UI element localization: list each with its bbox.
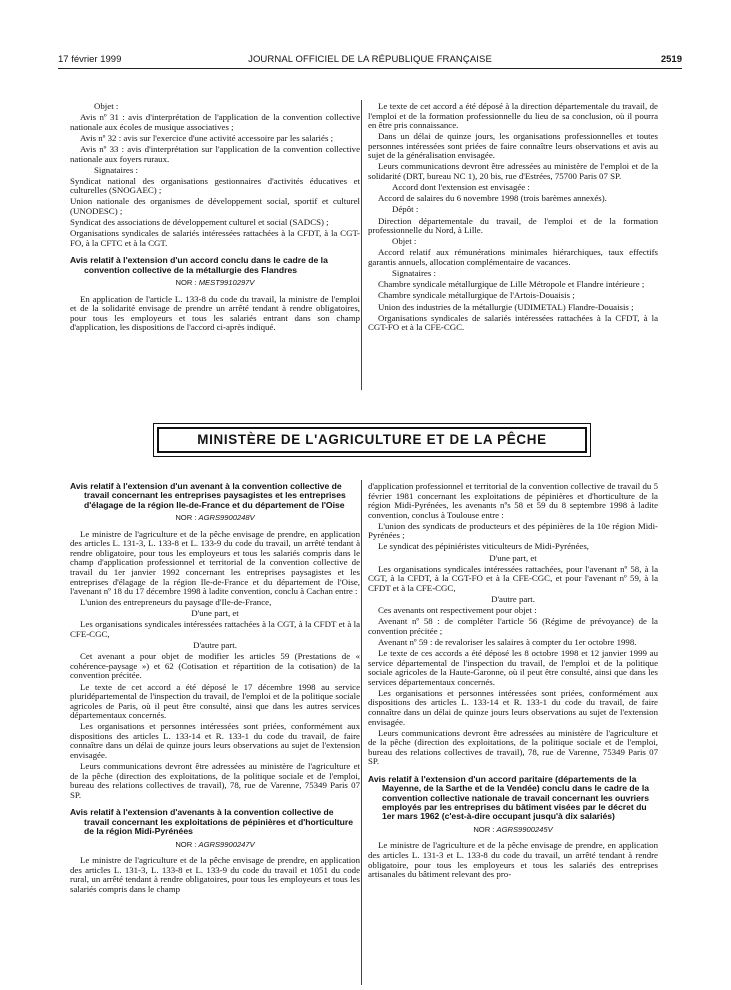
paragraph: Les organisations et personnes intéressées sont priées, conformément aux dispositions des articles L. 133-14 et R. 133-1 du code du travail, de faire connaître dans un délai de quinze jours leurs observations au sujet de l'extension envisagée. [70,721,360,760]
paragraph: Leurs communications devront être adressées au ministère de l'agriculture et de la pêche (direction des exploitations, de la politique sociale et de l'emploi, bureau des relations collectives de travail), 78, rue de Varenne, 75349 Paris 07 SP. [368,727,658,767]
column-divider-top [361,100,362,390]
column-divider-bottom [361,480,362,985]
signataire-item: Organisations syndicales de salariés intéressées rattachées à la CFDT, à la CGT-FO, à la CFTC et à la CGT. [70,228,360,248]
paragraph: Leurs communications devront être adressées au ministère de l'agriculture et de la pêche (direction des exploitations, de la politique sociale et de l'emploi, bureau des relations collectives de travail), 78, rue de Varenne, 75349 Paris 07 SP. [70,761,360,800]
objet-item: Avis nº 31 : avis d'interprétation de l'application de la convention collective nationale aux écoles de musique associatives ; [70,112,360,132]
signataires-label: Signataires : [392,268,436,279]
paragraph: Les organisations et personnes intéressées sont priées, conformément aux dispositions des articles L. 133-14 et R. 133-1 du code du travail, de faire connaître dans un délai de quinze jours leurs observations au sujet de l'extension envisagée. [368,687,658,727]
signataire-item: Chambre syndicale métallurgique de Lille Métropole et Flandre intérieure ; [378,279,645,290]
nor-reference [70,840,360,850]
signataire-item: Syndicat des associations de développement culturel et social (SADCS) ; [70,217,329,228]
paragraph: Le syndicat des pépiniéristes viticulteurs de Midi-Pyrénées, [378,541,589,552]
signataire-item: Chambre syndicale métallurgique de l'Artois-Douaisis ; [378,290,575,301]
notice-title: Avis relatif à l'extension d'un avenant à la convention collective de travail concernant les entreprises paysagistes et les entreprises d'élagage de la région Ile-de-France et du département de l'Oise [70,481,346,510]
nor-code: AGRS9900247V [198,839,255,849]
signataire-item: Organisations syndicales de salariés intéressées rattachées à la CFDT, à la CGT-FO et à la CFE-CGC. [368,312,658,333]
depot-label: Dépôt : [392,204,419,215]
paragraph: L'union des entrepreneurs du paysage d'Ile-de-France, [80,597,272,608]
paragraph: Avenant nº 58 : de compléter l'article 56 (Régime de prévoyance) de la convention précitée ; [368,616,658,636]
nor-prefix: NOR : [175,839,199,849]
notice-paragraph: En application de l'article L. 133-8 du code du travail, la ministre de l'emploi et de la solidarité envisage de prendre un arrêté tendant à rendre obligatoires, pour tous les employeurs et tous les salariés entrant dans son champ d'application, les dispositions de l'accord ci-après indiqué. [70,293,360,333]
signataire-item: Union des industries de la métallurgie (UDIMETAL) Flandre-Douaisis ; [378,301,634,312]
objet-label: Objet : [94,101,119,111]
party-marker: D'une part, et [489,552,537,563]
column-left-top [70,102,360,335]
paragraph: Leurs communications devront être adressées au ministère de l'emploi et de la solidarité (DRT, bureau NC 1), 20 bis, rue d'Estrées, 75700 Paris 07 SP. [368,161,658,182]
nor-reference [70,278,360,288]
nor-prefix: NOR : [473,824,497,834]
paragraph: Dans un délai de quinze jours, les organisations professionnelles et toutes personnes intéressées sont priées de faire connaître leurs observations et avis au sujet de la généralisation envisagée. [368,131,658,161]
notice-title: Avis relatif à l'extension d'un accord paritaire (départements de la Mayenne, de la Sarthe et de la Vendée) conclu dans le cadre de la convention collective nationale de travail concernant les ouvriers employés par les entreprises du bâtiment visées par le décret du 1er mars 1962 (c'est-à-dire occupant jusqu'à dix salariés) [368,773,649,822]
signataires-label: Signataires : [94,164,138,175]
column-right-bottom [368,482,658,881]
notice-title: Avis relatif à l'extension d'avenants à la convention collective de travail concernant les exploitations de pépinières et d'horticulture de la région Midi-Pyrénées [70,807,353,837]
notice-title: Avis relatif à l'extension d'un accord conclu dans le cadre de la convention collective de la métallurgie des Flandres [70,255,328,275]
nor-reference [70,513,360,523]
party-marker: D'autre part. [491,593,535,604]
header-date: 17 février 1999 [58,54,122,65]
nor-code: MEST9910297V [198,278,255,288]
nor-code: AGRS9900245V [496,824,553,834]
journal-title: JOURNAL OFFICIEL DE LA RÉPUBLIQUE FRANÇAISE [248,54,492,65]
objet-item: Avis nº 33 : avis d'interprétation sur l'application de la convention collective nationale aux foyers ruraux. [70,143,360,164]
paragraph: Le texte de ces accords a été déposé les 8 octobre 1998 et 12 janvier 1999 au service départemental de l'inspection du travail, de l'emploi et de la politique sociale agricoles de la Haute-Garonne, où il peut être consulté, ainsi que dans les services départementaux concernés. [368,648,658,687]
header-rule [58,68,682,69]
objet-label: Objet : [392,236,417,247]
paragraph: Avenant nº 59 : de revaloriser les salaires à compter du 1er octobre 1998. [378,636,637,647]
column-right-top [368,102,658,334]
nor-reference [368,825,658,835]
paragraph: Le texte de cet accord a été déposé le 17 décembre 1998 au service pluridépartemental de l'inspection du travail, de l'emploi et de la politique sociale agricoles de Paris, où il peut être consulté, ainsi que dans les autres services départementaux concernés. [70,681,360,721]
nor-prefix: NOR : [175,278,199,288]
objet-item: Avis nº 32 : avis sur l'exercice d'une activité accessoire par les salariés ; [80,132,334,143]
nor-prefix: NOR : [175,513,199,523]
paragraph: Ces avenants ont respectivement pour objet : [378,605,537,616]
ministry-banner: MINISTÈRE DE L'AGRICULTURE ET DE LA PÊCHE [157,427,587,453]
accord-text: Accord de salaires du 6 novembre 1998 (trois barèmes annexés). [378,193,607,204]
column-left-bottom [70,482,360,896]
objet-text: Accord relatif aux rémunérations minimales hiérarchiques, taux effectifs garantis annuels, allocation complémentaire de vacances. [368,247,658,267]
paragraph: Les organisations syndicales intéressées rattachées à la CGT, à la CFDT et à la CFE-CGC, [70,619,360,640]
paragraph: Le texte de cet accord a été déposé à la direction départementale du travail, de l'emploi et de la formation professionnelle du lieu de sa conclusion, où il pourra en être pris connaissance. [368,101,658,131]
paragraph: L'union des syndicats de producteurs et des pépinières de la 10e région Midi-Pyrénées ; [368,520,658,541]
signataire-item: Union nationale des organismes de développement social, sportif et culturel (UNODESC) ; [70,196,360,217]
signataire-item: Syndicat national des organisations gestionnaires d'activités éducatives et culturelles (SNOGAEC) ; [70,175,360,196]
nor-code: AGRS9900248V [198,513,255,523]
page-number: 2519 [660,54,682,65]
paragraph: Les organisations syndicales intéressées rattachées, pour l'avenant nº 58, à la CGT, à la CFDT, à la CGT-FO et à la CFE-CGC, et pour l'avenant nº 59, à la CFDT et à la CFE-CGC, [368,563,658,593]
paragraph: d'application professionnel et territorial de la convention collective de travail du 5 février 1981 concernant les exploitations de pépinières et d'horticulture de la région Midi-Pyrénées, les avenants nºs 58 et 59 du 8 septembre 1998 à ladite convention, conclus à Toulouse entre : [368,481,658,520]
paragraph: Cet avenant a pour objet de modifier les articles 59 (Prestations de « cohérence-paysage ») et 62 (Cotisation et répartition de la cotisation) de la convention précitée. [70,651,360,681]
paragraph: Le ministre de l'agriculture et de la pêche envisage de prendre, en application des articles L. 131-3, L. 133-8 et L. 133-9 du code du travail, un arrêté tendant à rendre obligatoire, pour tous les employeurs et tous les salariés compris dans le champ d'application professionnel et territorial de la convention collective de travail du 1er janvier 1992 concernant les entreprises paysagistes et les entreprises d'élagage de la région Ile-de-France et du département de l'Oise, l'avenant nº 18 du 17 décembre 1998 à ladite convention, conclu à Cachan entre : [70,528,360,597]
depot-text: Direction départementale du travail, de l'emploi et de la formation professionnelle du Nord, à Lille. [368,215,658,236]
party-marker: D'une part, et [191,608,239,619]
party-marker: D'autre part. [193,640,237,651]
paragraph: Le ministre de l'agriculture et de la pêche envisage de prendre, en application des articles L. 131-3, L. 133-8 et L. 133-9 du code du travail et 1051 du code rural, un arrêté tendant à rendre obligatoires, pour tous les employeurs et tous les salariés compris dans le champ [70,855,360,894]
accord-label: Accord dont l'extension est envisagée : [392,182,530,193]
paragraph: Le ministre de l'agriculture et de la pêche envisage de prendre, en application des articles L. 131-3 et L. 133-8 du code du travail, un arrêté tendant à rendre obligatoire, pour tous les employeurs et tous les salariés des entreprises artisanales du bâtiment relevant des pro- [368,840,658,880]
